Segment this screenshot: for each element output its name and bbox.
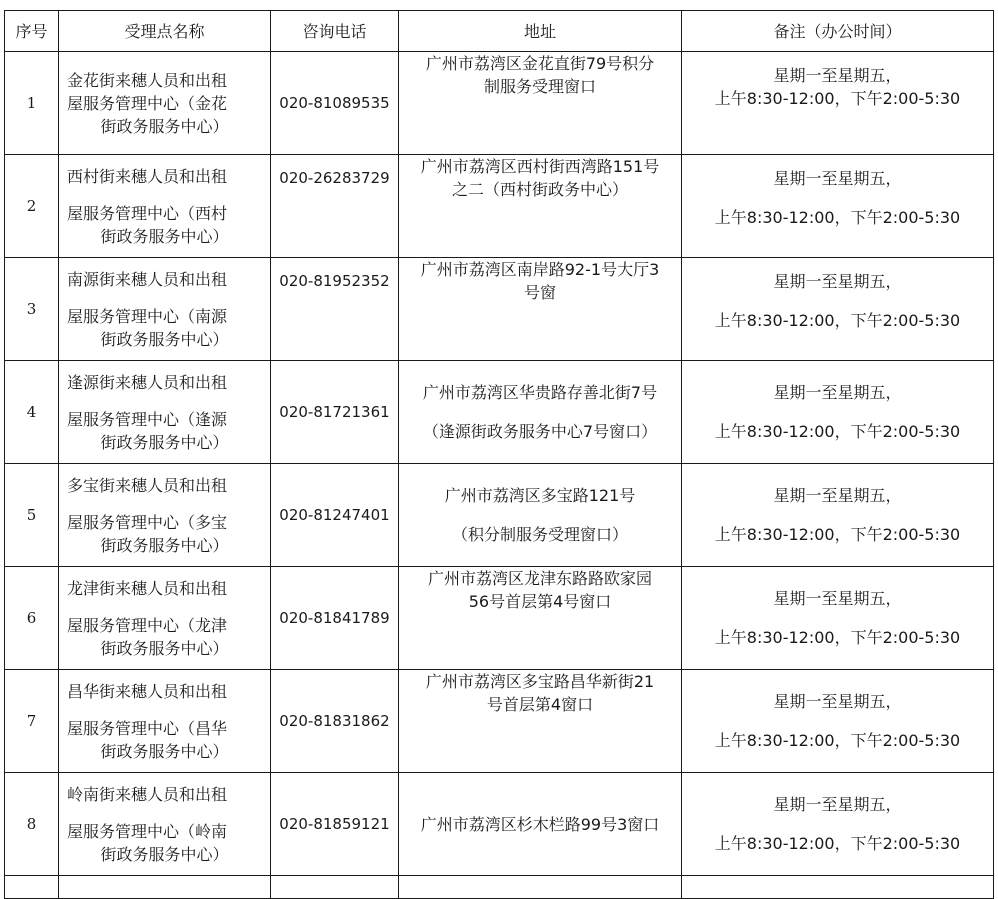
row-phone: 020-81721361 — [271, 361, 399, 464]
address-line-2: （积分制服务受理窗口） — [451, 525, 628, 544]
row-name — [59, 258, 271, 361]
address-line-1: 广州市荔湾区多宝路昌华新街21 — [425, 672, 655, 691]
row-address — [399, 52, 682, 155]
address-line-1: 广州市荔湾区南岸路92-1号大厅3 — [420, 260, 660, 279]
address-line-1: 广州市荔湾区华贵路存善北街7号 — [422, 383, 658, 402]
name-line-1: 岭南街来穗人员和出租 — [67, 784, 228, 804]
note-line-1: 星期一至星期五， — [773, 272, 902, 291]
name-line-1: 多宝街来穗人员和出租 — [67, 475, 228, 495]
row-phone — [271, 876, 399, 899]
row-note — [682, 258, 994, 361]
header-name: 受理点名称 — [59, 11, 271, 52]
row-note — [682, 876, 994, 899]
row-name — [59, 876, 271, 899]
name-line-2: 屋服务管理中心（多宝 — [67, 512, 228, 532]
row-address — [399, 670, 682, 773]
row-phone: 020-26283729 — [271, 155, 399, 258]
row-address — [399, 876, 682, 899]
name-line-3: 街政务服务中心） — [100, 741, 229, 761]
row-phone: 020-81831862 — [271, 670, 399, 773]
table-row — [5, 155, 994, 258]
address-line-2: 56号首层第4号窗口 — [468, 592, 612, 611]
row-name — [59, 361, 271, 464]
row-index: 5 — [5, 464, 59, 567]
name-line-2: 屋服务管理中心（龙津 — [67, 615, 228, 635]
note-line-1: 星期一至星期五， — [773, 383, 902, 402]
name-line-3: 街政务服务中心） — [100, 432, 229, 452]
table-row-partial — [5, 876, 994, 899]
row-note — [682, 155, 994, 258]
note-line-1: 星期一至星期五， — [773, 795, 902, 814]
row-address — [399, 155, 682, 258]
row-address — [399, 567, 682, 670]
header-note: 备注（办公时间） — [682, 11, 994, 52]
row-index: 2 — [5, 155, 59, 258]
row-name — [59, 155, 271, 258]
row-phone: 020-81247401 — [271, 464, 399, 567]
header-index: 序号 — [5, 11, 59, 52]
row-index — [5, 876, 59, 899]
address-line-1: 广州市荔湾区龙津东路路欧家园 — [427, 569, 652, 588]
address-line-2: 之二（西村街政务中心） — [451, 180, 628, 199]
table-row — [5, 773, 994, 876]
header-address: 地址 — [399, 11, 682, 52]
row-address — [399, 464, 682, 567]
header-phone: 咨询电话 — [271, 11, 399, 52]
name-line-2: 屋服务管理中心（金花 — [67, 93, 228, 113]
table-row — [5, 567, 994, 670]
note-line-2: 上午8:30-12:00，下午2:00-5:30 — [714, 731, 961, 750]
note-line-1: 星期一至星期五， — [773, 486, 902, 505]
note-line-2: 上午8:30-12:00，下午2:00-5:30 — [714, 89, 961, 108]
note-line-1: 星期一至星期五， — [773, 589, 902, 608]
row-index: 6 — [5, 567, 59, 670]
name-line-1: 逢源街来穗人员和出租 — [67, 372, 228, 392]
name-line-1: 南源街来穗人员和出租 — [67, 269, 228, 289]
row-index: 8 — [5, 773, 59, 876]
row-address — [399, 361, 682, 464]
row-note — [682, 464, 994, 567]
row-phone: 020-81859121 — [271, 773, 399, 876]
row-note — [682, 773, 994, 876]
row-phone: 020-81952352 — [271, 258, 399, 361]
note-line-2: 上午8:30-12:00，下午2:00-5:30 — [714, 834, 961, 853]
row-index: 4 — [5, 361, 59, 464]
address-line-2: 制服务受理窗口 — [483, 77, 596, 96]
row-address — [399, 773, 682, 876]
name-line-1: 龙津街来穗人员和出租 — [67, 578, 228, 598]
row-name — [59, 567, 271, 670]
table-header-row — [5, 11, 994, 52]
name-line-1: 金花街来穗人员和出租 — [67, 70, 228, 90]
address-line-1: 广州市荔湾区西村街西湾路151号 — [420, 157, 660, 176]
address-line-2: 号首层第4窗口 — [486, 695, 594, 714]
row-address — [399, 258, 682, 361]
row-note — [682, 567, 994, 670]
row-name — [59, 52, 271, 155]
row-phone: 020-81089535 — [271, 52, 399, 155]
note-line-2: 上午8:30-12:00，下午2:00-5:30 — [714, 208, 961, 227]
note-line-2: 上午8:30-12:00，下午2:00-5:30 — [714, 422, 961, 441]
row-index: 7 — [5, 670, 59, 773]
row-phone: 020-81841789 — [271, 567, 399, 670]
row-name — [59, 670, 271, 773]
name-line-2: 屋服务管理中心（西村 — [67, 203, 228, 223]
name-line-1: 昌华街来穗人员和出租 — [67, 681, 228, 701]
row-name — [59, 773, 271, 876]
name-line-3: 街政务服务中心） — [100, 638, 229, 658]
name-line-3: 街政务服务中心） — [100, 116, 229, 136]
table-row — [5, 361, 994, 464]
name-line-1: 西村街来穗人员和出租 — [67, 166, 228, 186]
address-line-1: 广州市荔湾区杉木栏路99号3窗口 — [420, 814, 660, 834]
name-line-3: 街政务服务中心） — [100, 226, 229, 246]
row-note — [682, 361, 994, 464]
name-line-3: 街政务服务中心） — [100, 329, 229, 349]
row-name — [59, 464, 271, 567]
row-note — [682, 670, 994, 773]
service-points-table — [4, 10, 994, 899]
note-line-1: 星期一至星期五， — [773, 692, 902, 711]
table-row — [5, 258, 994, 361]
name-line-2: 屋服务管理中心（昌华 — [67, 718, 228, 738]
name-line-2: 屋服务管理中心（逢源 — [67, 409, 228, 429]
table-row — [5, 670, 994, 773]
row-index: 3 — [5, 258, 59, 361]
note-line-2: 上午8:30-12:00，下午2:00-5:30 — [714, 311, 961, 330]
row-index: 1 — [5, 52, 59, 155]
name-line-3: 街政务服务中心） — [100, 844, 229, 864]
address-line-1: 广州市荔湾区多宝路121号 — [444, 486, 636, 505]
name-line-2: 屋服务管理中心（岭南 — [67, 821, 228, 841]
table-row — [5, 52, 994, 155]
name-line-3: 街政务服务中心） — [100, 535, 229, 555]
address-line-1: 广州市荔湾区金花直街79号积分 — [425, 54, 655, 73]
address-line-2: （逢源街政务服务中心7号窗口） — [422, 422, 658, 441]
note-line-2: 上午8:30-12:00，下午2:00-5:30 — [714, 628, 961, 647]
note-line-2: 上午8:30-12:00，下午2:00-5:30 — [714, 525, 961, 544]
name-line-2: 屋服务管理中心（南源 — [67, 306, 228, 326]
row-note — [682, 52, 994, 155]
note-line-1: 星期一至星期五， — [773, 66, 902, 85]
table-row — [5, 464, 994, 567]
note-line-1: 星期一至星期五， — [773, 169, 902, 188]
address-line-2: 号窗 — [523, 283, 556, 302]
